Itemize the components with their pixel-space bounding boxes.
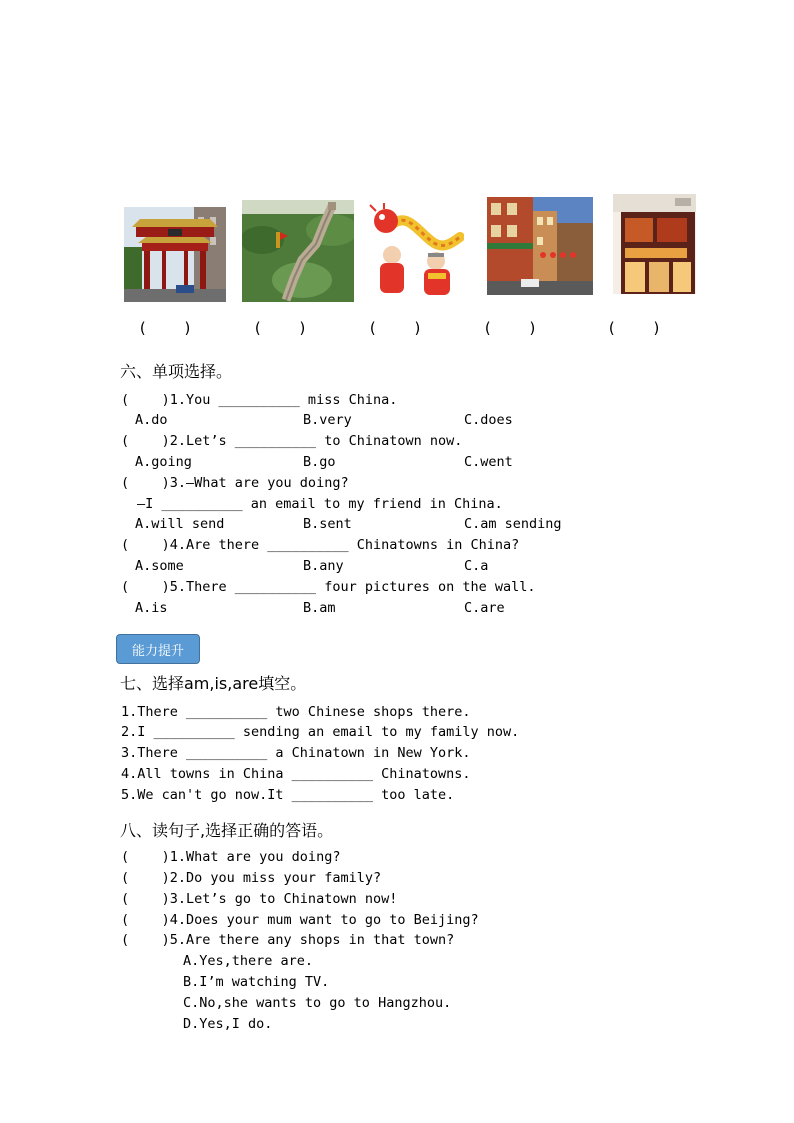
answer-option: B.I’m watching TV. bbox=[183, 974, 330, 990]
option-b: B.very bbox=[303, 412, 352, 428]
picture-answer-blank[interactable]: ( ) bbox=[607, 319, 662, 337]
option-a: A.going bbox=[135, 454, 192, 470]
answer-option: D.Yes,I do. bbox=[183, 1016, 273, 1032]
ability-badge: 能力提升 bbox=[116, 634, 200, 664]
chinatown-gate-picture bbox=[124, 207, 226, 302]
option-c: C.does bbox=[464, 412, 513, 428]
option-c: C.are bbox=[464, 600, 505, 616]
section-title: 八、读句子,选择正确的答语。 bbox=[120, 821, 334, 840]
question-line: —I __________ an email to my friend in China. bbox=[137, 496, 503, 512]
chinatown-street-picture bbox=[487, 197, 593, 295]
question-line: ( )1.You __________ miss China. bbox=[121, 392, 398, 408]
section-title: 六、单项选择。 bbox=[120, 362, 233, 381]
dragon-dance-picture bbox=[364, 203, 464, 299]
question-line: ( )5.Are there any shops in that town? bbox=[121, 932, 455, 948]
option-b: B.any bbox=[303, 558, 344, 574]
question-line: ( )5.There __________ four pictures on the wall. bbox=[121, 579, 536, 595]
question-line: ( )3.Let’s go to Chinatown now! bbox=[121, 891, 398, 907]
option-b: B.sent bbox=[303, 516, 352, 532]
question-line: ( )4.Are there __________ Chinatowns in China? bbox=[121, 537, 520, 553]
great-wall-picture bbox=[242, 200, 354, 302]
question-line: ( )1.What are you doing? bbox=[121, 849, 341, 865]
picture-answer-blank[interactable]: ( ) bbox=[138, 319, 193, 337]
question-line: ( )2.Do you miss your family? bbox=[121, 870, 382, 886]
option-c: C.went bbox=[464, 454, 513, 470]
fill-in-line: 5.We can't go now.It __________ too late. bbox=[121, 787, 455, 803]
answer-option: A.Yes,there are. bbox=[183, 953, 314, 969]
fill-in-line: 3.There __________ a Chinatown in New York. bbox=[121, 745, 471, 761]
question-line: ( )4.Does your mum want to go to Beijing? bbox=[121, 912, 479, 928]
fill-in-line: 1.There __________ two Chinese shops there. bbox=[121, 704, 471, 720]
option-a: A.will send bbox=[135, 516, 225, 532]
answer-option: C.No,she wants to go to Hangzhou. bbox=[183, 995, 452, 1011]
chinese-restaurant-picture bbox=[613, 194, 696, 294]
option-c: C.am sending bbox=[464, 516, 562, 532]
option-a: A.do bbox=[135, 412, 168, 428]
question-line: ( )3.—What are you doing? bbox=[121, 475, 349, 491]
option-a: A.some bbox=[135, 558, 184, 574]
picture-answer-blank[interactable]: ( ) bbox=[483, 319, 538, 337]
option-b: B.am bbox=[303, 600, 336, 616]
picture-answer-blank[interactable]: ( ) bbox=[368, 319, 423, 337]
fill-in-line: 2.I __________ sending an email to my family now. bbox=[121, 724, 520, 740]
picture-answer-blank[interactable]: ( ) bbox=[253, 319, 308, 337]
option-a: A.is bbox=[135, 600, 168, 616]
option-b: B.go bbox=[303, 454, 336, 470]
option-c: C.a bbox=[464, 558, 489, 574]
question-line: ( )2.Let’s __________ to Chinatown now. bbox=[121, 433, 463, 449]
fill-in-line: 4.All towns in China __________ Chinatowns. bbox=[121, 766, 471, 782]
section-title: 七、选择am,is,are填空。 bbox=[120, 674, 307, 693]
